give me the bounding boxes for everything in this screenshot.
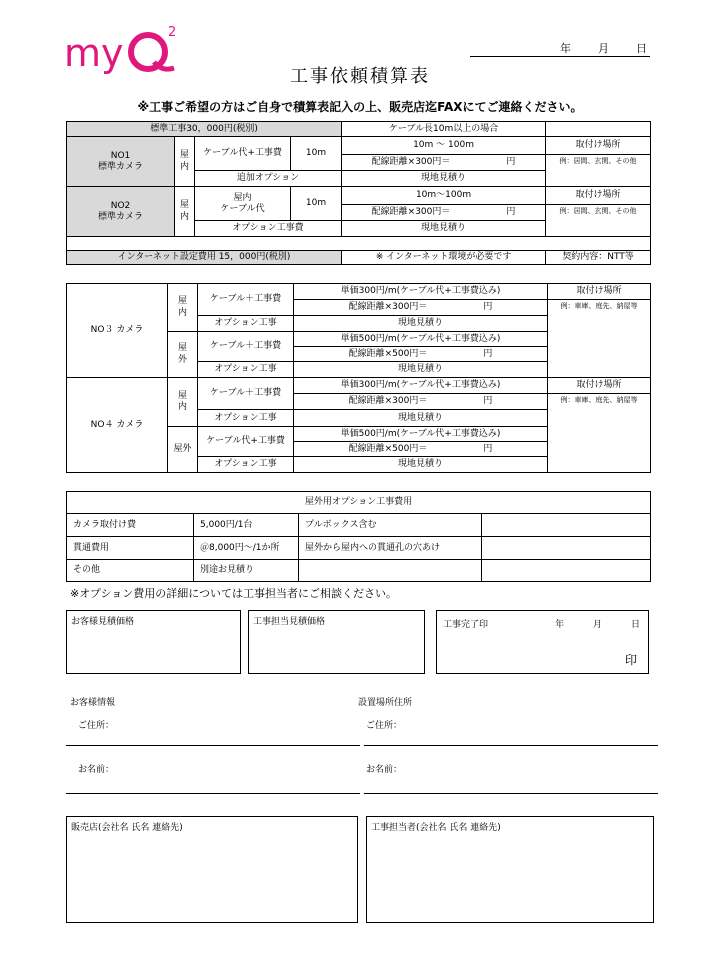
cam3-unit-out: 円: [483, 348, 493, 359]
completion-day: 日: [631, 620, 641, 630]
cam4-calc-out[interactable]: [294, 442, 548, 457]
cam4-outdoor: 屋外: [168, 427, 198, 473]
option-extra-penetration: [482, 537, 651, 560]
notice-text: ※工事ご希望の方はご自身で積算表記入の上、販売店迄FAXにてご連絡ください。: [137, 100, 583, 114]
completion-month: 月: [593, 620, 603, 630]
site-name-label: お名前：: [366, 765, 403, 775]
day-label: 日: [636, 42, 647, 55]
cam4-unit-out: 円: [483, 443, 493, 454]
option-note-mount: プルボックス含む: [299, 514, 482, 537]
option-item-mount: カメラ取付け費: [67, 514, 194, 537]
cam3-outdoor: 屋 外: [168, 332, 198, 378]
cam1-cable-length: 10m: [291, 137, 342, 171]
cam2-name: NO2 標準カメラ: [67, 187, 175, 237]
cam4-indoor: 屋 内: [168, 378, 198, 427]
cam2-unit: 円: [506, 207, 516, 218]
cam2-option: オプション工事費: [195, 221, 342, 237]
option-price-other: 別途お見積り: [194, 560, 299, 582]
cam3-calc-in[interactable]: [294, 300, 548, 316]
cam4-cable-in: ケーブル＋工事費: [198, 378, 294, 410]
option-item-penetration: 貫通費用: [67, 537, 194, 560]
site-info-title: 設置場所住所: [358, 698, 413, 708]
cam3-place-title: 取付け場所: [548, 284, 651, 300]
standard-fee: 標準工事30，000円(税別): [67, 122, 342, 137]
cam2-place-example: 例：居間、玄関、その他: [546, 205, 651, 237]
date-underline: [470, 56, 650, 57]
cam3-unit-in: 円: [483, 302, 493, 313]
outdoor-option-table: [66, 491, 651, 582]
additional-camera-table: [66, 283, 651, 473]
customer-price-label: お客様見積価格: [71, 617, 135, 627]
cam4-calc-out-label: 配線距離×500円＝: [348, 443, 428, 454]
option-price-penetration: ＠8,000円〜/1か所: [194, 537, 299, 560]
cam4-option-out: オプション工事: [198, 457, 294, 473]
cam1-name: NO1 標準カメラ: [67, 137, 175, 187]
completion-seal-box[interactable]: [436, 610, 649, 674]
cam3-option-out: オプション工事: [198, 362, 294, 378]
cam3-estimate-out: 現地見積り: [294, 362, 548, 378]
cam1-cable-item: ケーブル代+工事費: [195, 137, 291, 171]
cam3-calc-out[interactable]: [294, 347, 548, 362]
worker-label: 工事担当者(会社名 氏名 連絡先): [371, 823, 501, 833]
cam3-calc-in-label: 配線距離×300円＝: [348, 302, 428, 313]
cam2-cable-length: 10m: [291, 187, 342, 221]
option-note-other: [299, 560, 482, 582]
completion-year: 年: [555, 620, 565, 630]
year-label: 年: [560, 42, 571, 55]
outdoor-option-title: 屋外用オプション工事費用: [67, 492, 651, 514]
logo-sup: 2: [168, 25, 177, 40]
cam1-range: 10m 〜 100m: [342, 137, 546, 155]
dealer-box[interactable]: [66, 816, 358, 923]
contract-type: 契約内容：NTT等: [546, 251, 651, 265]
customer-address-label: ご住所：: [78, 721, 115, 731]
cam4-price-in: 単価300円/m(ケーブル代+工事費込み): [294, 378, 548, 394]
cam2-cable-item: 屋内 ケーブル代: [195, 187, 291, 221]
cam3-price-out: 単価500円/m(ケーブル代+工事費込み): [294, 332, 548, 347]
option-note-penetration: 屋外から屋内への貫通孔の穴あけ: [299, 537, 482, 560]
cam2-calc-label: 配線距離×300円＝: [371, 207, 451, 218]
cam4-unit-in: 円: [483, 396, 493, 407]
cam3-option-in: オプション工事: [198, 316, 294, 332]
site-name-line[interactable]: [364, 793, 658, 794]
cam2-estimate: 現地見積り: [342, 221, 546, 237]
option-item-other: その他: [67, 560, 194, 582]
cam4-place-example: 例：車庫、庭先、納屋等: [548, 394, 651, 473]
standard-camera-table: [66, 121, 651, 265]
cam3-estimate-in: 現地見積り: [294, 316, 548, 332]
option-note: ※オプション費用の詳細については工事担当者にご相談ください。: [70, 587, 398, 600]
cam4-place-title: 取付け場所: [548, 378, 651, 394]
cam3-cable-in: ケーブル＋工事費: [198, 284, 294, 316]
customer-name-label: お名前：: [78, 765, 115, 775]
cam3-place-example: 例：車庫、庭先、納屋等: [548, 300, 651, 378]
cam1-unit: 円: [506, 157, 516, 168]
customer-info-title: お客様情報: [70, 698, 116, 708]
worker-price-box[interactable]: [248, 610, 425, 674]
cam4-name: NO４ カメラ: [67, 378, 168, 473]
cam1-calc[interactable]: [342, 155, 546, 171]
completion-label: 工事完了印: [443, 620, 489, 630]
cam4-calc-in-label: 配線距離×300円＝: [348, 396, 428, 407]
cam1-location: 屋 内: [175, 137, 195, 187]
cam1-option: 追加オプション: [195, 171, 342, 187]
dealer-label: 販売店(会社名 氏名 連絡先): [71, 823, 183, 833]
cam4-calc-in[interactable]: [294, 394, 548, 410]
empty-cell: [546, 122, 651, 137]
cam4-cable-out: ケーブル代+工事費: [198, 427, 294, 457]
cam1-place-example: 例：居間、玄関、その他: [546, 155, 651, 187]
cam4-estimate-out: 現地見積り: [294, 457, 548, 473]
cam1-calc-label: 配線距離×300円＝: [371, 157, 451, 168]
cam3-cable-out: ケーブル＋工事費: [198, 332, 294, 362]
spacer-row: [67, 237, 651, 251]
cam3-name: NO３ カメラ: [67, 284, 168, 378]
customer-address-line[interactable]: [66, 745, 360, 746]
cam1-estimate: 現地見積り: [342, 171, 546, 187]
logo-my: my: [64, 31, 124, 75]
cam4-option-in: オプション工事: [198, 410, 294, 427]
internet-note: ※ インターネット環境が必要です: [342, 251, 546, 265]
cam4-estimate-in: 現地見積り: [294, 410, 548, 427]
cam2-place-title: 取付け場所: [546, 187, 651, 205]
month-label: 月: [598, 42, 609, 55]
cam2-calc[interactable]: [342, 205, 546, 221]
page-title: 工事依頼積算表: [290, 66, 430, 87]
internet-fee: インターネット設定費用 15，000円(税別): [67, 251, 342, 265]
option-extra-mount: [482, 514, 651, 537]
cam3-calc-out-label: 配線距離×500円＝: [348, 348, 428, 359]
cam2-location: 屋 内: [175, 187, 195, 237]
worker-box[interactable]: [366, 816, 654, 923]
cam3-indoor: 屋 内: [168, 284, 198, 332]
cam3-price-in: 単価300円/m(ケーブル代+工事費込み): [294, 284, 548, 300]
worker-price-label: 工事担当見積価格: [253, 617, 326, 627]
customer-name-line[interactable]: [66, 793, 360, 794]
cable-over-10m: ケーブル長10m以上の場合: [342, 122, 546, 137]
site-address-line[interactable]: [364, 745, 658, 746]
cam4-price-out: 単価500円/m(ケーブル代+工事費込み): [294, 427, 548, 442]
cam2-range: 10m〜100m: [342, 187, 546, 205]
option-extra-other: [482, 560, 651, 582]
site-address-label: ご住所：: [366, 721, 403, 731]
option-price-mount: 5,000円/1台: [194, 514, 299, 537]
customer-price-box[interactable]: [66, 610, 241, 674]
seal-mark: 印: [625, 653, 638, 667]
cam1-place-title: 取付け場所: [546, 137, 651, 155]
